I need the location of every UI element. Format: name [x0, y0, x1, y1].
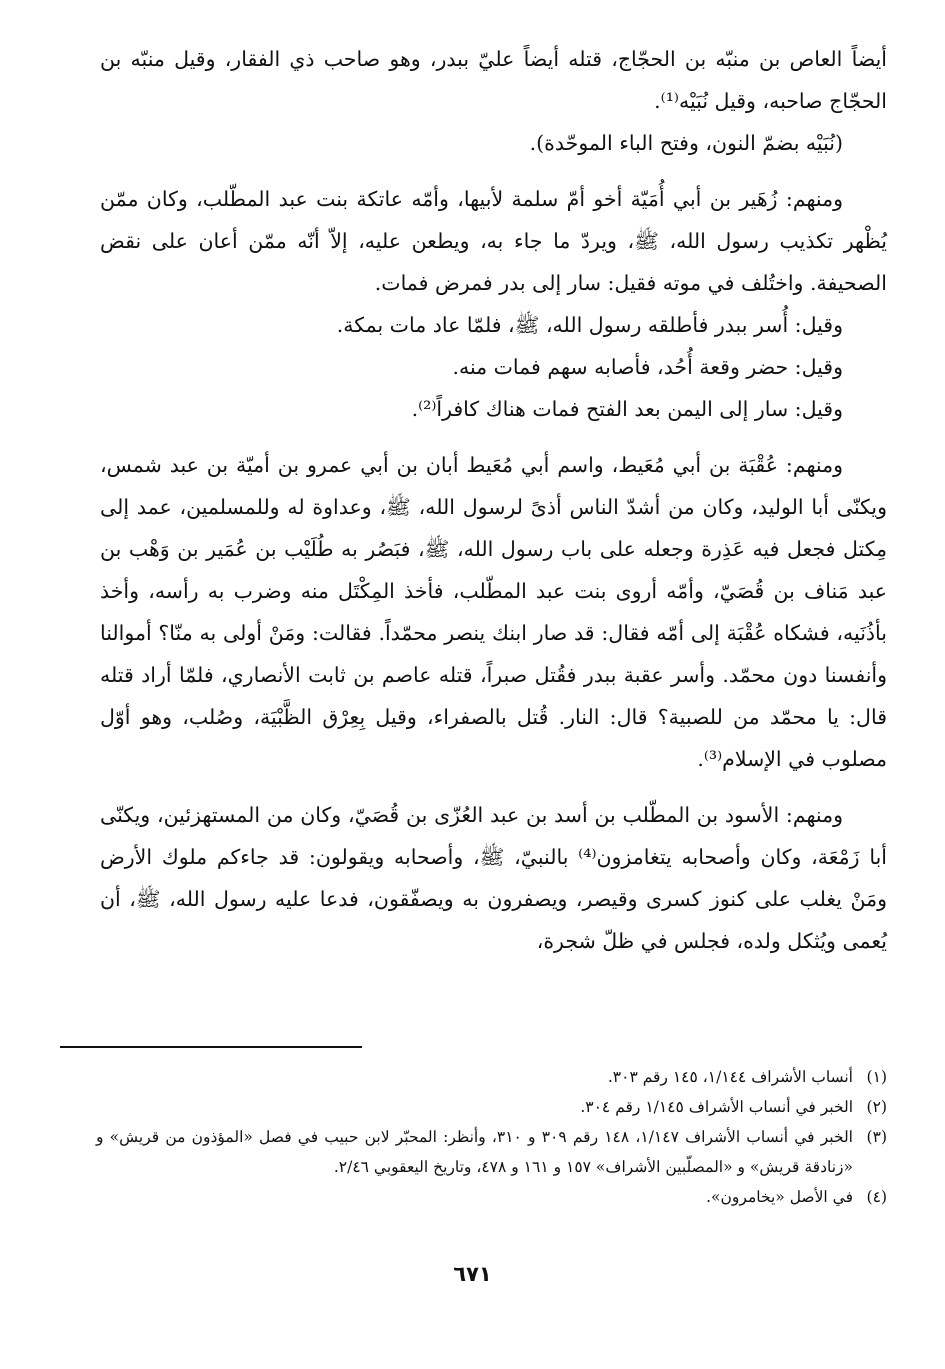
paragraph-4: وقيل: أُسر ببدر فأطلقه رسول الله، ﷺ، فلمّا عاد مات بمكة. — [336, 313, 843, 337]
paragraph-6: وقيل: سار إلى اليمن بعد الفتح فمات هناك كافراً⁽²⁾. — [411, 397, 843, 421]
page-number: ٦٧١ — [453, 1262, 492, 1286]
footnote-separator — [60, 1046, 362, 1048]
footnote-text: الخبر في أنساب الأشراف ١/١٤٥ رقم ٣٠٤. — [580, 1098, 853, 1116]
paragraph-3: ومنهم: زُهَير بن أبي أُمَيّة أخو أمّ سلمة لأبيها، وأمّه عاتكة بنت عبد المطّلب، وكان ممّن يُظْهر تكذيب رسول الله، ﷺ، ويردّ ما جاء به، ويطعن عليه، إلاّ أنّه ممّن أعان على نقض الصحيفة. واختُلف في موته فقيل: سار إلى بدر فمرض فمات. — [100, 187, 887, 295]
footnote-number: (٤) — [866, 1188, 887, 1206]
footnote-number: (١) — [866, 1068, 887, 1086]
paragraph-2: (نُبَيْه بضمّ النون، وفتح الباء الموحّدة). — [529, 131, 843, 155]
footnote-4 — [96, 1182, 887, 1212]
footnote-3 — [96, 1122, 887, 1182]
footnotes — [96, 1062, 887, 1212]
paragraph-7: ومنهم: عُقْبَة بن أبي مُعَيط، واسم أبي مُعَيط أبان بن أبي عمرو بن أميّة بن عبد شمس، ويكنّى أبا الوليد، وكان من أشدّ الناس أذىً لرسول الله، ﷺ، وعداوة له وللمسلمين، عمد إلى مِكتل فجعل فيه عَذِرة وجعله على باب رسول الله، ﷺ، فبَصُر به طُلَيْب بن عُمَير بن وَهْب بن عبد مَناف بن قُصَيّ، وأمّه أروى بنت عبد المطّلب، فأخذ المِكْتَل منه وضرب به رأسه، وأخذ بأذُنَيه، فشكاه عُقْبَة إلى أمّه فقال: قد صار ابنك ينصر محمّداً. فقالت: ومَنْ أولى به منّا؟ أموالنا وأنفسنا دون محمّد. وأسر عقبة ببدر فقُتل صبراً، قتله عاصم بن ثابت الأنصاري، فلمّا أراد قتله قال: يا محمّد من للصبية؟ قال: النار. قُتل بالصفراء، وقيل بِعِرْق الظَّبْيَة، وصُلب، وهو أوّل مصلوب في الإسلام⁽³⁾. — [100, 453, 887, 771]
paragraph-1: أيضاً العاص بن منبّه بن الحجّاج، قتله أيضاً عليّ ببدر، وهو صاحب ذي الفقار، وقيل منبّه بن الحجّاج صاحبه، وقيل نُبَيْه⁽¹⁾. — [100, 47, 887, 113]
footnote-text: في الأصل «يخامرون». — [706, 1188, 853, 1206]
paragraph-8: ومنهم: الأسود بن المطّلب بن أسد بن عبد العُزّى بن قُصَيّ، وكان من المستهزئين، ويكنّى أبا زَمْعَة، وكان وأصحابه يتغامزون⁽⁴⁾ بالنبيّ، ﷺ، وأصحابه ويقولون: قد جاءكم ملوك الأرض ومَنْ يغلب على كنوز كسرى وقيصر، ويصفرون به ويصفّقون، فدعا عليه رسول الله، ﷺ، أن يُعمى ويُثكل ولده، فجلس في ظلّ شجرة، — [100, 803, 887, 953]
footnote-text: الخبر في أنساب الأشراف ١/١٤٧، ١٤٨ رقم ٣٠٩ و ٣١٠، وأنظر: المحبّر لابن حبيب في فصل «المؤذون من قريش» و «زنادقة قريش» و «المصلّبين الأشراف» ١٥٧ و ١٦١ و ٤٧٨، وتاريخ اليعقوبي ٢/٤٦. — [96, 1128, 853, 1176]
footnote-1 — [96, 1062, 887, 1092]
footnote-number: (٣) — [866, 1128, 887, 1146]
footnote-2 — [96, 1092, 887, 1122]
footnote-number: (٢) — [866, 1098, 887, 1116]
main-text — [100, 38, 887, 962]
paragraph-5: وقيل: حضر وقعة أُحُد، فأصابه سهم فمات منه. — [452, 355, 843, 379]
footnote-text: أنساب الأشراف ١/١٤٤، ١٤٥ رقم ٣٠٣. — [607, 1068, 853, 1086]
